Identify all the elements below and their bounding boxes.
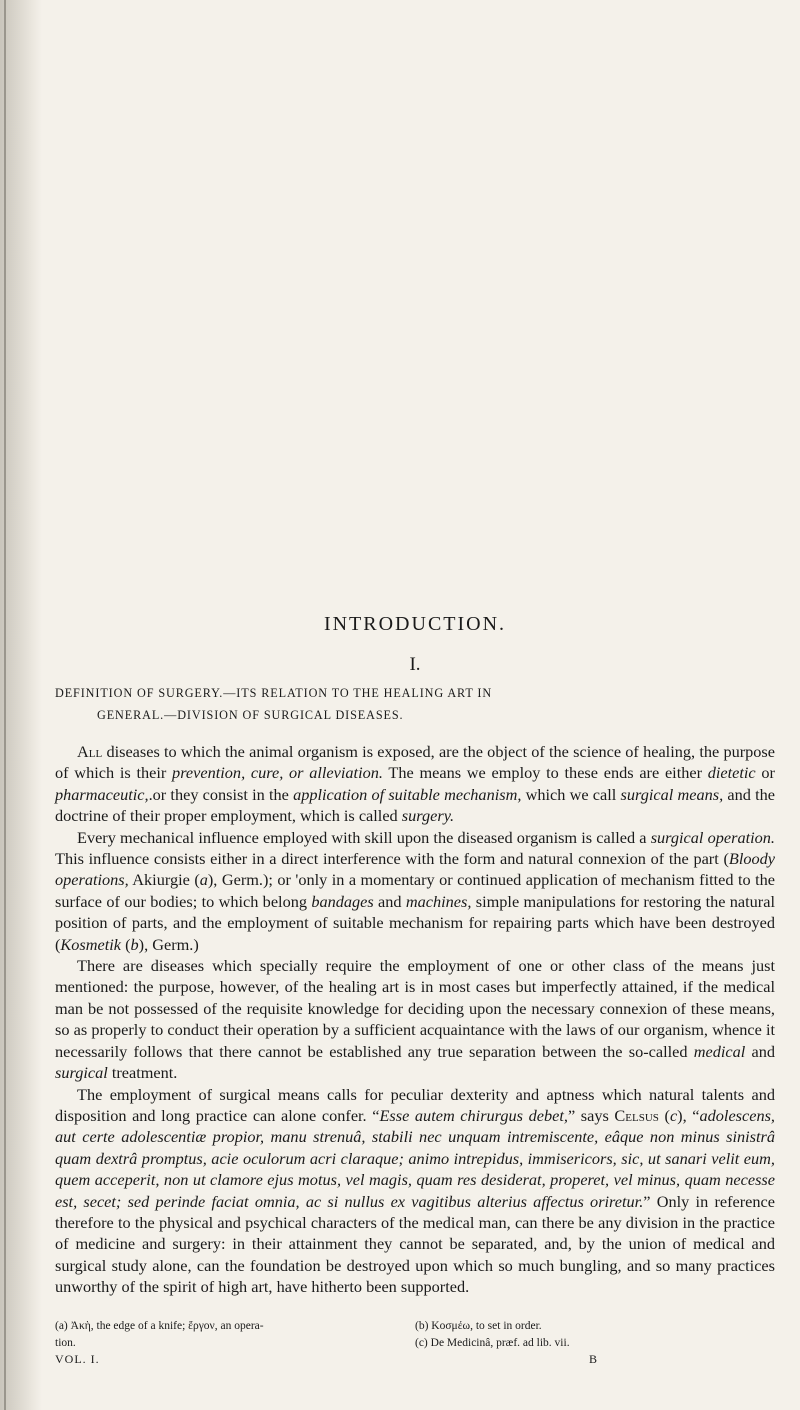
text-run: The employment of surgical means calls for peculiar dexterity and aptness which natural talents and disposition and long practice can alone confer. “: [55, 1084, 775, 1125]
footnote-c: (c) De Medicinâ, præf. ad lib. vii.: [415, 1336, 570, 1349]
text-run: and: [373, 891, 406, 911]
text-run: .or they consist in the: [148, 784, 294, 804]
text-run: This influence consists either in a direct interference with the form and natural connexion of the part (: [55, 849, 729, 869]
italic-run: surgical means,: [620, 784, 724, 804]
footnote-a: [55, 1318, 395, 1351]
italic-run: Esse autem chirurgus debet,: [379, 1105, 568, 1125]
text-run: ), Germ.): [138, 934, 199, 954]
text-run: simple manipulations for restoring the natural position of parts, and the employment of suitable mechanism for repairing parts which have been destroyed (: [55, 891, 775, 954]
italic-run: c: [669, 1105, 678, 1125]
text-run: There are diseases which specially require the employment of one or other class of the means just mentioned: the purpose, however, of the healing art is in most cases but imperfectly attained, if the medical man be not possessed of the requisite knowledge for deciding upon the necessary connexion of these means, so as properly to conduct their operation by a sufficient acquaintance with the laws of our organism, whence it necessarily follows that there cannot be established any true separation between the so-called: [55, 956, 775, 1061]
italic-run: a: [199, 870, 208, 890]
italic-run: b: [130, 934, 139, 954]
italic-run: surgical: [55, 1063, 108, 1083]
latin-quotation: adolescens, aut certe adolescentiæ propior, manu strenuâ, stabili nec unquam intremiscente, eâque non minus sinistrâ quam dextrâ promptus, acie oculorum acri claraque; animo intrepidus, immisericors, sic, ut sanari velit eum, quem acceperit, non ut clamore ejus motus, vel magis, quam res desiderat, properet, vel minus, quam necesse est, secet; sed perinde faciat omnia, ac si nullus ex vagitibus alterius affectus oriretur.: [55, 1105, 776, 1211]
text-run: and: [745, 1041, 775, 1061]
section-heading: [55, 682, 775, 726]
text-run: ), “: [677, 1105, 700, 1125]
text-run: ” Only in reference therefore to the physical and psychical characters of the medical man, can there be any division in the practice of medicine and surgery: in their attainment they cannot be separated, and, by the union of medical and surgical study alone, can the foundation be destroyed upon which so much bungling, and so many practices unworthy of the spirit of high art, have hitherto been supported.: [55, 1191, 775, 1297]
text-run: ” says: [567, 1105, 615, 1125]
volume-marker: VOL. I.: [55, 1352, 100, 1366]
paragraph-2: [55, 827, 775, 955]
italic-run: application of suitable mechanism,: [293, 784, 522, 804]
italic-run: pharmaceutic,: [55, 784, 149, 804]
italic-run: bandages: [311, 891, 374, 911]
text-run: Every mechanical influence employed with skill upon the diseased organism is called a: [77, 827, 651, 847]
signature-mark: B: [589, 1352, 598, 1366]
section-heading-line-1: DEFINITION OF SURGERY.—ITS RELATION TO THE HEALING ART IN: [55, 686, 493, 700]
section-heading-line-2: GENERAL.—DIVISION OF SURGICAL DISEASES.: [97, 708, 404, 722]
footnote-b: (b) Κοσμέω, to set in order.: [415, 1320, 542, 1332]
book-gutter: [0, 0, 42, 1410]
footnotes-b-c: [415, 1318, 775, 1351]
italic-run: machines,: [405, 891, 472, 911]
italic-run: Bloody operations,: [55, 849, 775, 890]
footnote-a-line-2: tion.: [55, 1336, 76, 1349]
text-run: which we call: [521, 784, 621, 804]
text-run: diseases to which the animal organism is exposed, are the object of the science of healing, the purpose of which is their: [55, 742, 775, 783]
text-run: or: [755, 763, 775, 783]
text-run: and the doctrine of their proper employment, which is called: [55, 784, 775, 826]
body-text: [55, 741, 775, 1298]
author-name: Celsus: [614, 1105, 659, 1125]
chapter-number: I.: [409, 654, 421, 675]
footnote-a-line-1: (a) Ἀκὴ, the edge of a knife; ἔργον, an opera-: [55, 1320, 264, 1332]
text-run: ), Germ.); or 'only in a momentary or continued application of mechanism fitted to the surface of our bodies; to which belong: [55, 870, 775, 911]
paragraph-3: [55, 955, 775, 1083]
italic-run: medical: [693, 1041, 746, 1061]
italic-run: dietetic: [707, 763, 756, 783]
italic-run: Kosmetik: [60, 934, 122, 954]
text-run: The means we employ to these ends are either: [382, 763, 708, 783]
text-run: (: [658, 1105, 670, 1125]
text-run: Akiurgie (: [128, 870, 200, 890]
italic-run: surgery.: [401, 806, 455, 826]
drop-lead-word: All: [77, 742, 103, 761]
italic-run: prevention, cure, or alleviation.: [172, 763, 383, 783]
text-run: (: [121, 934, 131, 954]
text-run: treatment.: [107, 1063, 178, 1083]
paragraph-4: [55, 1084, 775, 1298]
running-head: INTRODUCTION.: [323, 613, 507, 635]
italic-run: surgical operation.: [650, 827, 775, 847]
paragraph-1: [55, 741, 775, 827]
binding-edge: [4, 0, 6, 1410]
